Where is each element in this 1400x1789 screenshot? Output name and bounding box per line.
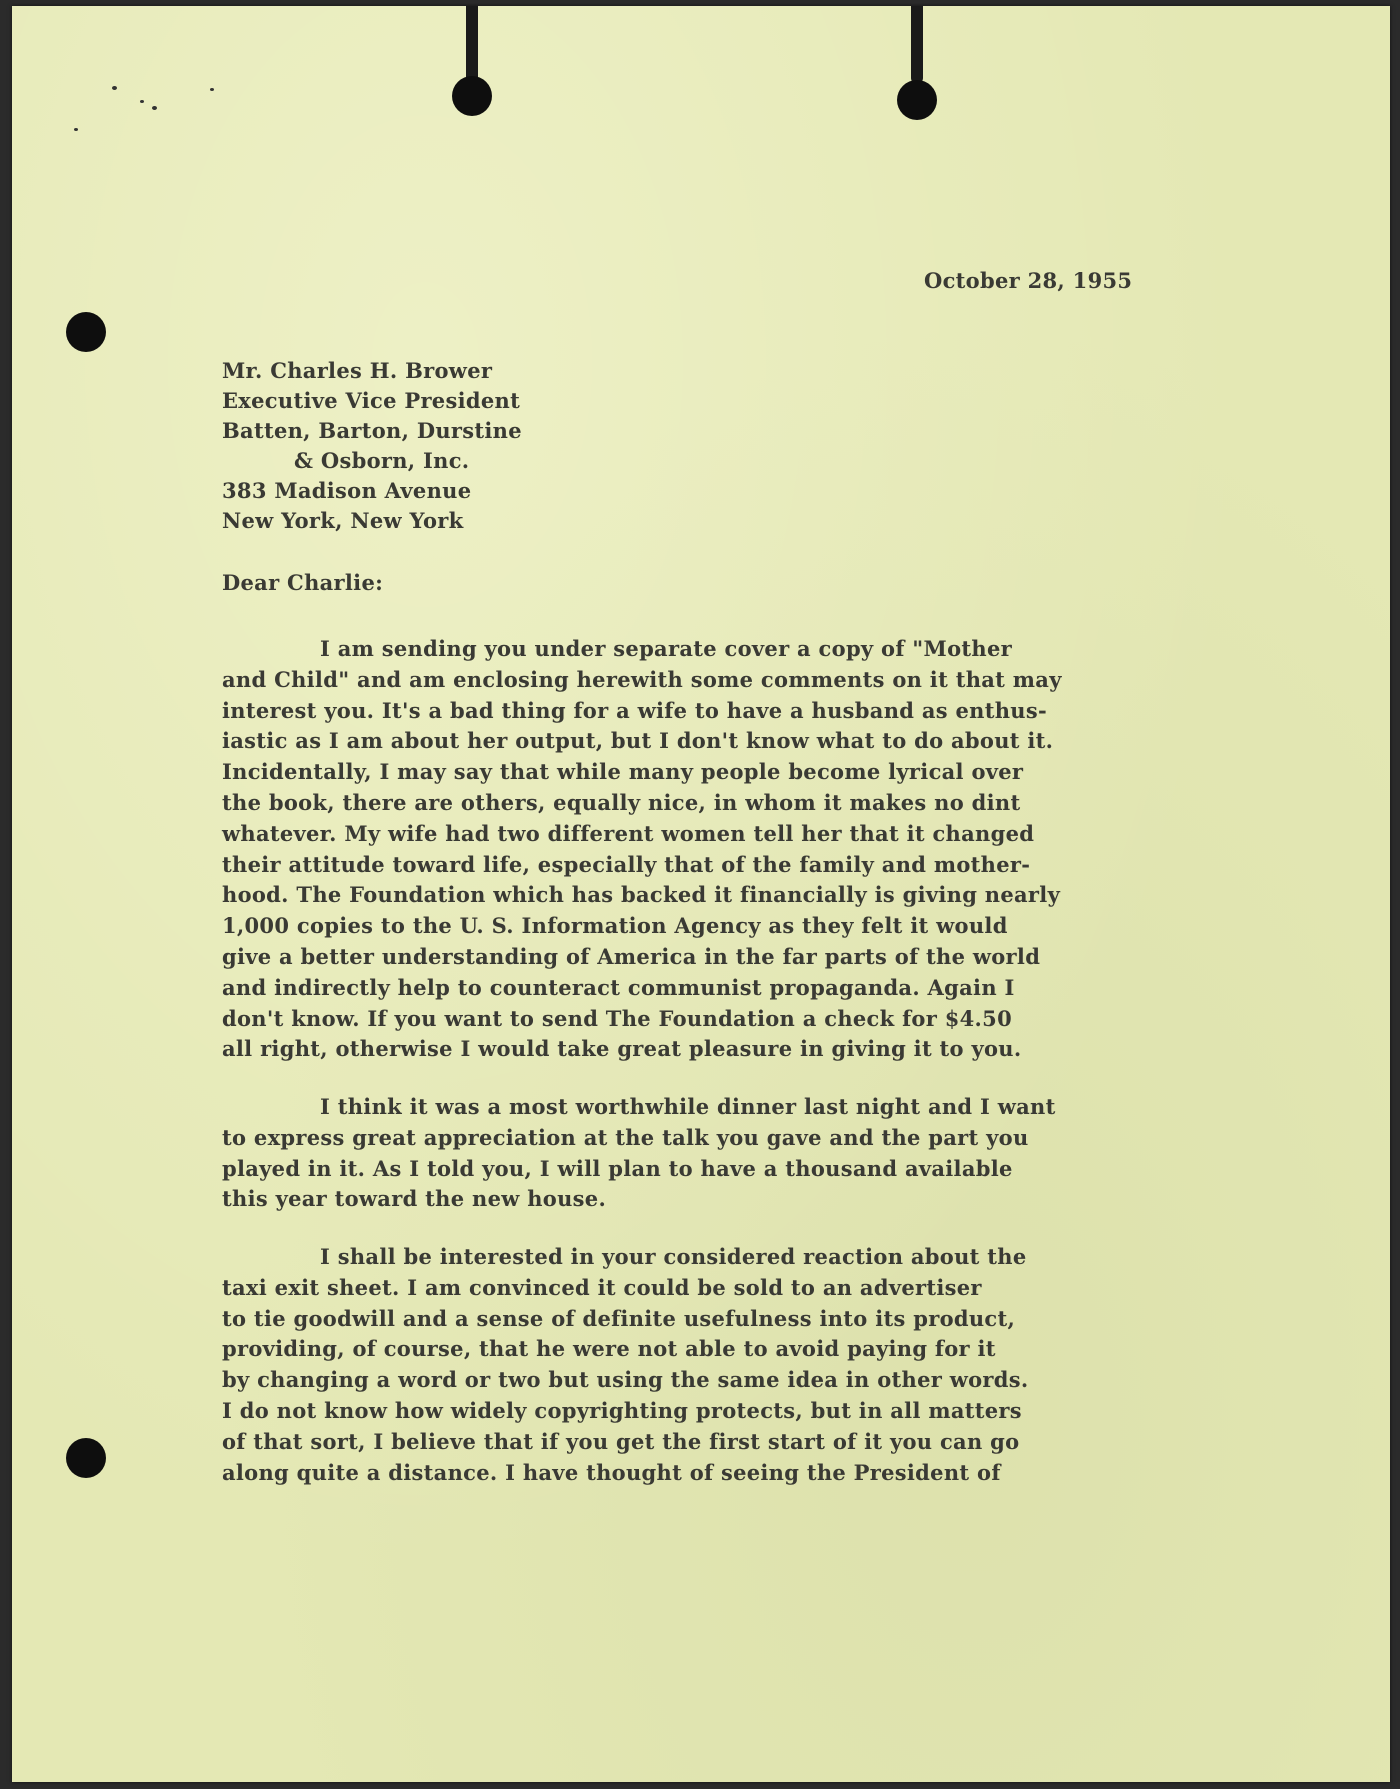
paragraph-line: whatever. My wife had two different women tell her that it changed: [222, 820, 1035, 846]
paragraph-line: to tie goodwill and a sense of definite usefulness into its product,: [222, 1305, 1016, 1331]
recipient-address: [222, 356, 522, 536]
address-line: 383 Madison Avenue: [222, 478, 472, 503]
letter-date: October 28, 1955: [924, 268, 1133, 293]
paragraph-line: this year toward the new house.: [222, 1186, 607, 1212]
salutation: Dear Charlie:: [222, 570, 384, 595]
address-line: & Osborn, Inc.: [294, 448, 470, 473]
paragraph-line: I shall be interested in your considered reaction about the: [320, 1244, 1027, 1269]
paragraph-line: interest you. It's a bad thing for a wife to have a husband as enthus-: [222, 697, 1047, 723]
paragraph-line: played in it. As I told you, I will plan to have a thousand available: [222, 1155, 1013, 1181]
paragraph-2: [222, 1092, 1192, 1215]
paragraph-line: I do not know how widely copyrighting protects, but in all matters: [222, 1397, 1022, 1423]
paragraph-line: their attitude toward life, especially that of the family and mother-: [222, 851, 1031, 877]
letter-body: [12, 6, 1390, 1782]
paragraph-line: hood. The Foundation which has backed it financially is giving nearly: [222, 882, 1061, 908]
paragraph-1: [222, 634, 1192, 1065]
paragraph-3: [222, 1242, 1192, 1488]
paragraph-line: and indirectly help to counteract communist propaganda. Again I: [222, 974, 1015, 1000]
letter-page: [12, 6, 1390, 1782]
paragraph-line: by changing a word or two but using the same idea in other words.: [222, 1367, 1029, 1393]
paragraph-line: along quite a distance. I have thought of seeing the President of: [222, 1459, 1001, 1485]
paragraph-line: don't know. If you want to send The Foundation a check for $4.50: [222, 1005, 1012, 1031]
address-line: Executive Vice President: [222, 388, 521, 413]
paragraph-line: the book, there are others, equally nice, in whom it makes no dint: [222, 789, 1021, 815]
paragraph-line: and Child" and am enclosing herewith some comments on it that may: [222, 666, 1062, 692]
paragraph-line: Incidentally, I may say that while many people become lyrical over: [222, 759, 1024, 785]
paragraph-line: iastic as I am about her output, but I don't know what to do about it.: [222, 728, 1054, 754]
paragraph-line: providing, of course, that he were not able to avoid paying for it: [222, 1336, 996, 1362]
address-line: Mr. Charles H. Brower: [222, 358, 493, 383]
paragraph-line: 1,000 copies to the U. S. Information Agency as they felt it would: [222, 913, 1008, 939]
address-line: New York, New York: [222, 508, 464, 533]
paragraph-line: taxi exit sheet. I am convinced it could be sold to an advertiser: [222, 1274, 982, 1300]
paragraph-line: I am sending you under separate cover a copy of "Mother: [320, 636, 1012, 661]
paragraph-line: all right, otherwise I would take great pleasure in giving it to you.: [222, 1036, 1022, 1062]
paragraph-line: to express great appreciation at the talk you gave and the part you: [222, 1124, 1029, 1150]
address-line: Batten, Barton, Durstine: [222, 418, 522, 443]
paragraph-line: I think it was a most worthwhile dinner last night and I want: [320, 1094, 1056, 1119]
paragraph-line: give a better understanding of America in the far parts of the world: [222, 943, 1041, 969]
paragraph-line: of that sort, I believe that if you get the first start of it you can go: [222, 1428, 1020, 1454]
